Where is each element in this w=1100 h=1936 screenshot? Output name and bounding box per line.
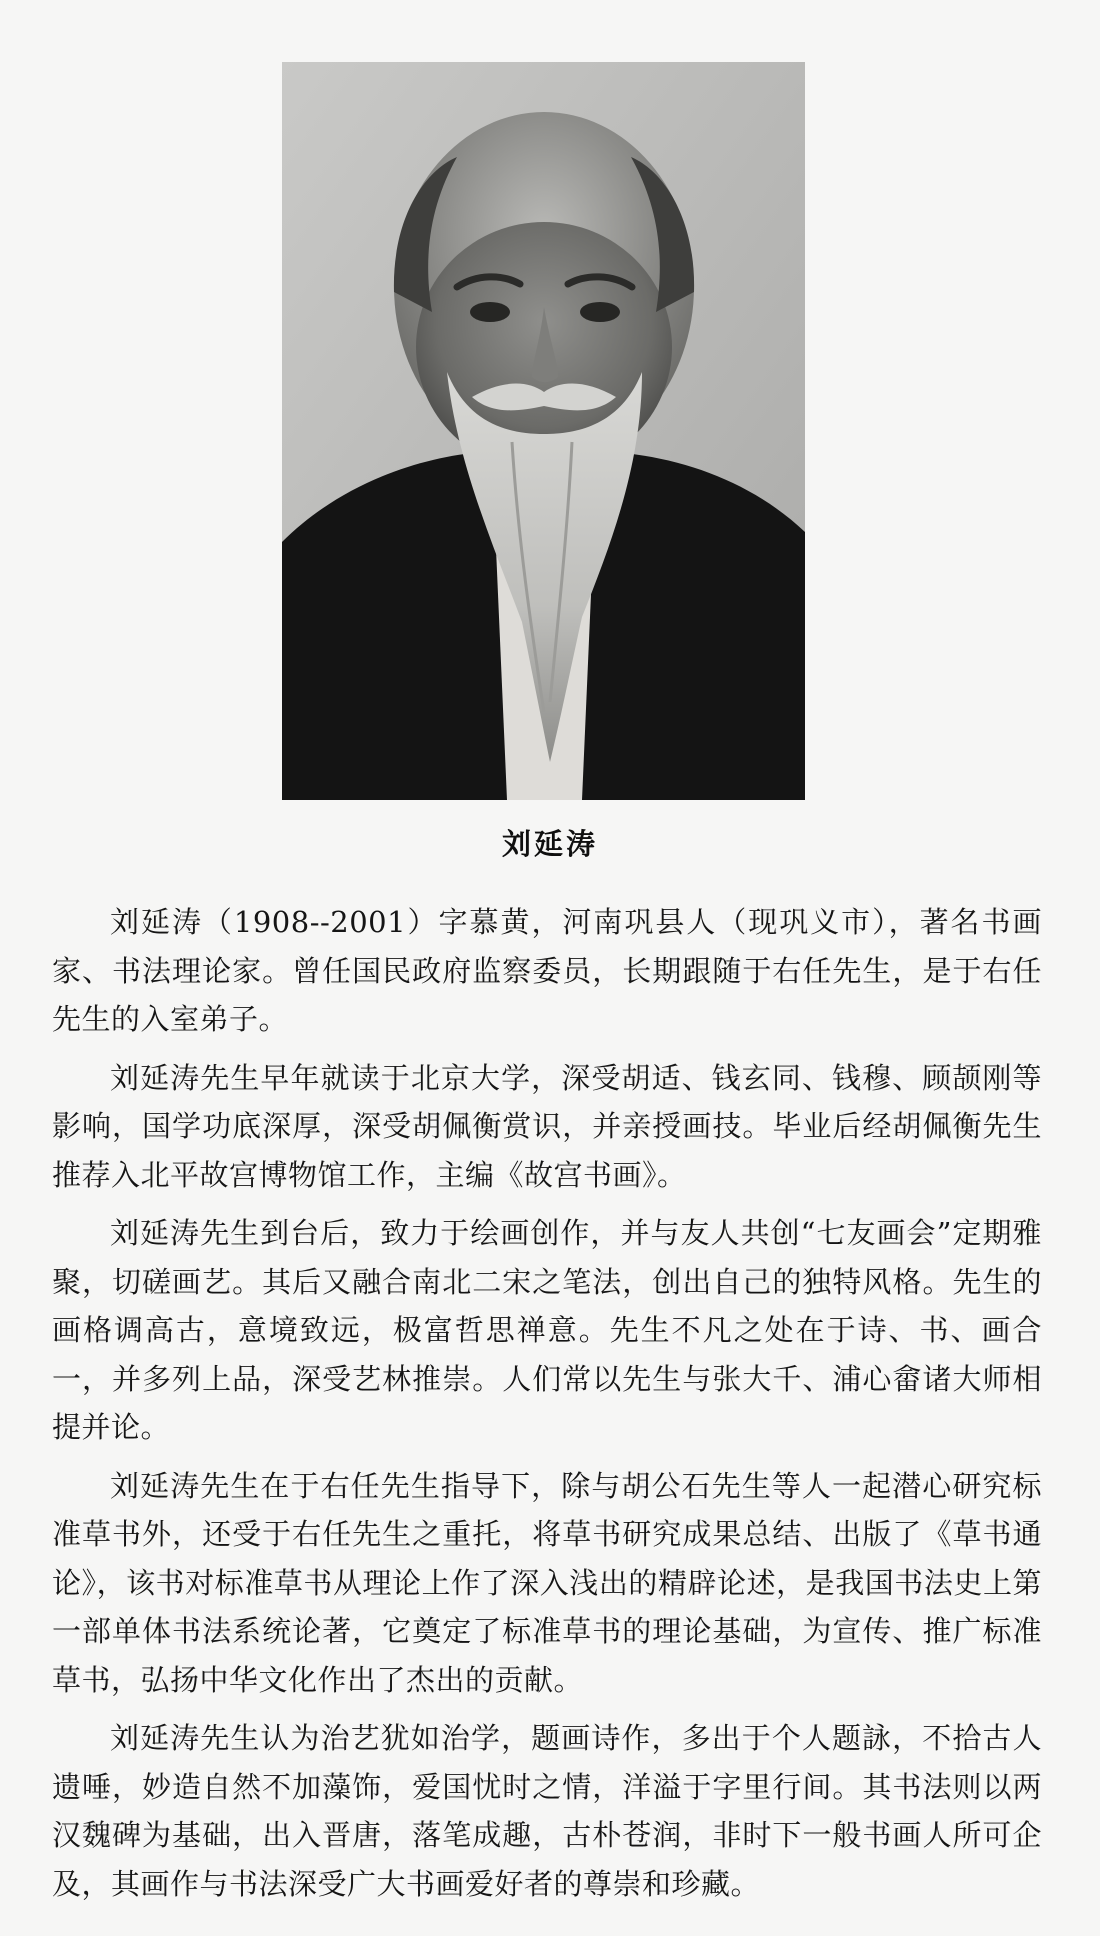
portrait-caption: 刘延涛 [501,827,598,861]
paragraph-2: 刘延涛先生早年就读于北京大学，深受胡适、钱玄同、钱穆、顾颉刚等影响，国学功底深厚，深受胡佩衡赏识，并亲授画技。毕业后经胡佩衡先生推荐入北平故宫博物馆工作，主编《故宫书画》。 [52,1060,1042,1192]
portrait-photo [282,62,805,800]
paragraph-4: 刘延涛先生在于右任先生指导下，除与胡公石先生等人一起潜心研究标准草书外，还受于右任先生之重托，将草书研究成果总结、出版了《草书通论》，该书对标准草书从理论上作了深入浅出的精辟论述，是我国书法史上第一部单体书法系统论著，它奠定了标准草书的理论基础，为宣传、推广标准草书，弘扬中华文化作出了杰出的贡献。 [52,1468,1042,1697]
portrait-illustration [282,62,805,800]
paragraph-5: 刘延涛先生认为治艺犹如治学，题画诗作，多出于个人题詠，不拾古人遗唾，妙造自然不加藻饰，爱国忧时之情，洋溢于字里行间。其书法则以两汉魏碑为基础，出入晋唐，落笔成趣，古朴苍润，非时下一般书画人所可企及，其画作与书法深受广大书画爱好者的尊崇和珍藏。 [52,1721,1042,1901]
paragraph-1: 刘延涛（1908--2001）字慕黄，河南巩县人（现巩义市），著名书画家、书法理论家。曾任国民政府监察委员，长期跟随于右任先生，是于右任先生的入室弟子。 [52,905,1042,1036]
paragraph-3: 刘延涛先生到台后，致力于绘画创作，并与友人共创“七友画会”定期雅聚，切磋画艺。其后又融合南北二宋之笔法，创出自己的独特风格。先生的画格调高古，意境致远，极富哲思禅意。先生不凡之处在于诗、书、画合一，并多列上品，深受艺林推崇。人们常以先生与张大千、浦心畲诸大师相提并论。 [52,1216,1042,1444]
biography-text [52,898,1042,1918]
